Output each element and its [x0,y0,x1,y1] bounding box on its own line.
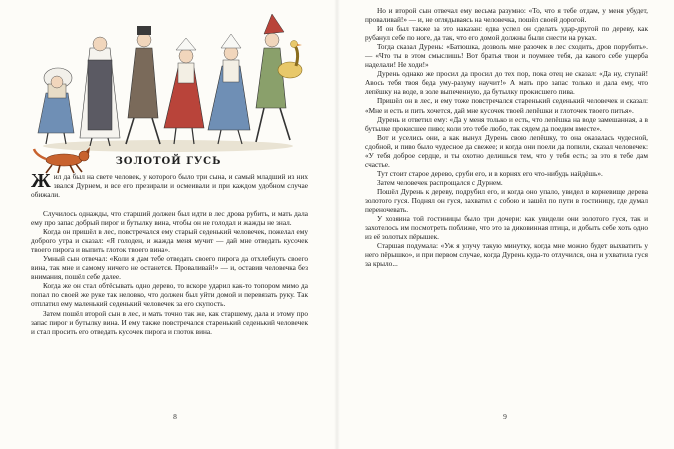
page-number-right: 9 [503,412,507,421]
paragraph: Но и второй сын отвечал ему весьма разумно: «То, что я тебе отдам, у меня убудет, проваливай!» — и, не оглядываясь на человечка, пошёл своей дорогой. [365,6,648,25]
paragraph: Старшая подумала: «Уж я улучу такую минутку, когда мне можно будет выхватить у него пёрышко», и при первом случае, когда Дурень куда-то отлучился, она и ухватила гуся за крыло... [365,241,648,269]
paragraph: Дурень и ответил ему: «Да у меня только и есть, что лепёшка на воде замешанная, а в бутылке прокисшее пиво; коли это тебе любо, так сядем да поедим вместе». [365,114,648,133]
right-page-body [365,6,648,268]
page-number-left: 8 [173,412,177,421]
first-paragraph: ил да был на свете человек, у которого было три сына, и самый младший из них звался Дурнем, и все его презирали и осмеивали и при каждом удобном случае обижали. [31,172,308,200]
figure-boy-with-goose [256,14,290,142]
paragraph: Тогда сказал Дурень: «Батюшка, дозволь мне разочек в лес сходить, дров порубить». — «Что ты в этом смыслишь! Вот братья твои и поумнее тебя, да какого себе ущерба наделали! Не ходи!» [365,42,648,70]
paragraph: Дурень однако же просил да просил до тех пор, пока отец не сказал: «Да ну, ступай! Авось тебя твоя беда уму-разуму научит!» А мать про запас только и дала ему, что лепёшку на воде, в золе выпеченную, да бутылку прокисшего пива. [365,69,648,97]
paragraph: И он был также за это наказан: едва успел он сделать удар-другой по дереву, как рубанул себе по ноге, да так, что его домой должны были снести на руках. [365,24,648,43]
paragraph: Затем человечек распрощался с Дурнем. [377,177,503,187]
figure-girl-red [164,38,204,144]
paragraph: Вот и уселись они, а как вынул Дурень свою лепёшку, то она оказалась чудесной, сдобной, и пиво было чудесное да свежее; и когда они поели да попили, сказал человечек: «У тебя доброе сердце, и ты охотно делишься тем, что у тебя есть; за это я тебе дам счастье. [365,132,648,169]
paragraph: Пошёл Дурень к дереву, подрубил его, и когда оно упало, увидел в корневище дерева золотого гуся. Поднял он гуся, захватил с собою и зашёл по пути в гостиницу, где думал переночевать. [365,186,648,215]
paragraph: Когда же он стал обтёсывать одно дерево, то вскоре ударил как-то топором мимо да попал по своей же руке так неловко, что должен был уйти домой и перевязать руку. Так отплатил ему маленький седенький человечек за его скупость. [31,281,308,309]
figure-woman-white [38,68,74,144]
paragraph: Когда он пришёл в лес, повстречался ему старый седенький человечек, пожелал ему доброго утра и сказал: «Я голоден, и жажда меня мучит — дай мне отведать кусочек твоего пирога и выпить глоток твоего вина». [31,227,308,255]
drop-cap: Ж [31,170,51,192]
paragraph: Пришёл он в лес, и ему тоже повстречался старенький седенький человечек и сказал: «Мне и есть и пить хочется, дай мне кусочек твоей лепёшки и глоточек твоего питья». [365,96,648,115]
paragraph: Случилось однажды, что старший должен был идти в лес дрова рубить, и мать дала ему про запас добрый пирог и бутылку вина, чтобы он не голодал и жажды не знал. [31,209,308,228]
story-title: ЗОЛОТОЙ ГУСЬ [115,156,222,167]
paragraph: Тут стоит старое дерево, сруби его, и в корнях его что-нибудь найдёшь». [377,168,603,178]
procession-illustration [28,8,308,156]
figure-girl-blue [208,34,250,144]
right-page [337,0,674,449]
paragraph: У хозяина той гостиницы было три дочери: как увидели они золотого гуся, так и захотелось им посмотреть поближе, что это за диковинная птица, и добыть себе хоть одно из её золотых пёрышек. [365,214,648,242]
left-page-body [31,209,308,336]
golden-goose [278,41,302,79]
opening-paragraph [31,172,308,199]
paragraph: Умный сын отвечал: «Коли я дам тебе отведать своего пирога да отхлебнуть своего вина, так мне и самому ничего не останется. Проваливай!» — и, оставив человечка без внимания, пошёл себе далее. [31,254,308,282]
figure-man-brown [126,26,160,144]
paragraph: Затем пошёл второй сын в лес, и мать точно так же, как старшему, дала и этому про запас пирог и бутылку вина. И ему также повстречался старенький седенький человечек и стал просить его отведать кусочек пирога и глоток вина. [31,308,308,336]
figure-priest [80,37,120,146]
